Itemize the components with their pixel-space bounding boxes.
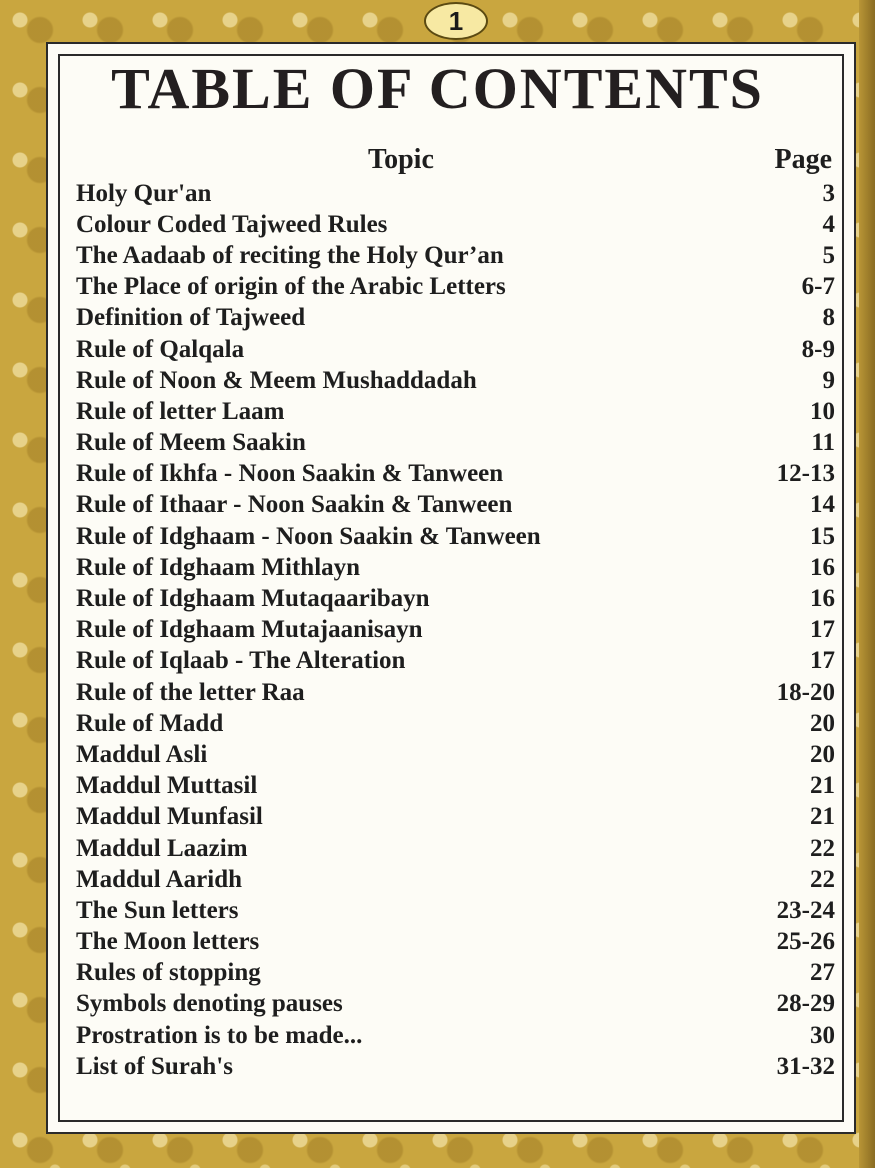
toc-entry-page: 14 — [810, 491, 835, 519]
toc-entry[interactable] — [76, 646, 835, 677]
toc-entry-topic: Rule of Ithaar - Noon Saakin & Tanween — [76, 491, 513, 519]
toc-entry-page: 22 — [810, 834, 835, 862]
toc-entry-topic: Rule of Meem Saakin — [76, 429, 306, 457]
toc-entry-topic: Rule of Idghaam Mutajaanisayn — [76, 616, 423, 644]
toc-entry[interactable] — [76, 490, 835, 521]
page-number-badge — [424, 2, 488, 40]
toc-entry[interactable] — [76, 895, 835, 926]
toc-entry-page: 8-9 — [801, 335, 835, 363]
toc-entry[interactable] — [76, 396, 835, 427]
toc-entry-page: 20 — [810, 709, 835, 737]
page-title: TABLE OF CONTENTS — [111, 56, 764, 121]
toc-entry-page: 31-32 — [776, 1052, 835, 1080]
toc-entry[interactable] — [76, 708, 835, 739]
toc-entry-page: 16 — [810, 553, 835, 581]
toc-entry-topic: Rule of the letter Raa — [76, 678, 305, 706]
toc-entry-page: 27 — [810, 959, 835, 987]
toc-entry-page: 17 — [810, 616, 835, 644]
page-number: 1 — [448, 5, 464, 36]
toc-entry[interactable] — [76, 178, 835, 209]
toc-entry-topic: Rule of letter Laam — [76, 397, 285, 425]
toc-entry-topic: Maddul Laazim — [76, 834, 248, 862]
toc-entry-topic: The Moon letters — [76, 928, 260, 956]
toc-entry[interactable] — [76, 864, 835, 895]
toc-entry[interactable] — [76, 1051, 835, 1082]
toc-entry-topic: Rule of Idghaam Mutaqaaribayn — [76, 585, 430, 613]
toc-entry-page: 5 — [822, 241, 835, 269]
toc-entry-page: 18-20 — [776, 678, 835, 706]
toc-entry-page: 21 — [810, 772, 835, 800]
toc-entry-topic: Definition of Tajweed — [76, 304, 306, 332]
toc-entry[interactable] — [76, 583, 835, 614]
toc-entry-page: 11 — [811, 429, 835, 457]
toc-entry[interactable] — [76, 1020, 835, 1051]
toc-entry-page: 28-29 — [776, 990, 835, 1018]
toc-entry-topic: Colour Coded Tajweed Rules — [76, 210, 388, 238]
toc-entry[interactable] — [76, 303, 835, 334]
toc-entry-topic: Prostration is to be made... — [76, 1021, 363, 1049]
book-spine-edge — [859, 0, 875, 1168]
toc-entry-page: 6-7 — [801, 273, 835, 301]
toc-entry-page: 16 — [810, 585, 835, 613]
toc-entry-topic: List of Surah's — [76, 1052, 233, 1080]
toc-entry[interactable] — [76, 552, 835, 583]
toc-entry[interactable] — [76, 677, 835, 708]
toc-entry[interactable] — [76, 272, 835, 303]
toc-entry-page: 4 — [822, 210, 835, 238]
toc-entry-topic: Rule of Qalqala — [76, 335, 245, 363]
toc-entry-page: 3 — [822, 179, 835, 207]
toc-entry-topic: Maddul Muttasil — [76, 772, 258, 800]
toc-entry-page: 25-26 — [776, 928, 835, 956]
toc-entry[interactable] — [76, 209, 835, 240]
toc-entry-page: 17 — [810, 647, 835, 675]
toc-list — [76, 178, 835, 1082]
column-header-topic: Topic — [368, 144, 434, 175]
toc-entry-topic: The Sun letters — [76, 896, 239, 924]
toc-entry-topic: Rule of Madd — [76, 709, 224, 737]
toc-entry-topic: Holy Qur'an — [76, 179, 212, 207]
toc-entry-topic: Rule of Idghaam Mithlayn — [76, 553, 361, 581]
toc-entry-topic: Maddul Munfasil — [76, 803, 263, 831]
column-header-page: Page — [774, 144, 832, 175]
toc-entry[interactable] — [76, 365, 835, 396]
toc-entry[interactable] — [76, 615, 835, 646]
toc-entry[interactable] — [76, 989, 835, 1020]
toc-entry-page: 20 — [810, 740, 835, 768]
toc-entry-topic: Symbols denoting pauses — [76, 990, 343, 1018]
toc-entry-page: 23-24 — [776, 896, 835, 924]
toc-entry-page: 8 — [822, 304, 835, 332]
toc-entry[interactable] — [76, 833, 835, 864]
toc-entry-page: 12-13 — [776, 460, 835, 488]
toc-entry[interactable] — [76, 771, 835, 802]
toc-entry-topic: The Place of origin of the Arabic Letters — [76, 273, 506, 301]
toc-entry[interactable] — [76, 428, 835, 459]
toc-entry[interactable] — [76, 459, 835, 490]
toc-entry[interactable] — [76, 739, 835, 770]
toc-entry-page: 30 — [810, 1021, 835, 1049]
toc-entry-topic: Rules of stopping — [76, 959, 261, 987]
toc-entry-topic: Rule of Idghaam - Noon Saakin & Tanween — [76, 522, 541, 550]
toc-entry[interactable] — [76, 927, 835, 958]
toc-entry-page: 9 — [822, 366, 835, 394]
toc-entry-topic: Rule of Iqlaab - The Alteration — [76, 647, 406, 675]
toc-entry-page: 22 — [810, 865, 835, 893]
toc-entry-topic: Rule of Noon & Meem Mushaddadah — [76, 366, 477, 394]
toc-entry[interactable] — [76, 802, 835, 833]
toc-entry-page: 21 — [810, 803, 835, 831]
toc-entry[interactable] — [76, 334, 835, 365]
toc-entry[interactable] — [76, 521, 835, 552]
toc-entry-topic: Rule of Ikhfa - Noon Saakin & Tanween — [76, 460, 504, 488]
toc-entry-topic: Maddul Aaridh — [76, 865, 243, 893]
toc-entry-topic: The Aadaab of reciting the Holy Qur’an — [76, 241, 504, 269]
toc-entry-topic: Maddul Asli — [76, 740, 208, 768]
toc-entry-page: 15 — [810, 522, 835, 550]
toc-entry[interactable] — [76, 958, 835, 989]
toc-entry-page: 10 — [810, 397, 835, 425]
toc-entry[interactable] — [76, 240, 835, 271]
